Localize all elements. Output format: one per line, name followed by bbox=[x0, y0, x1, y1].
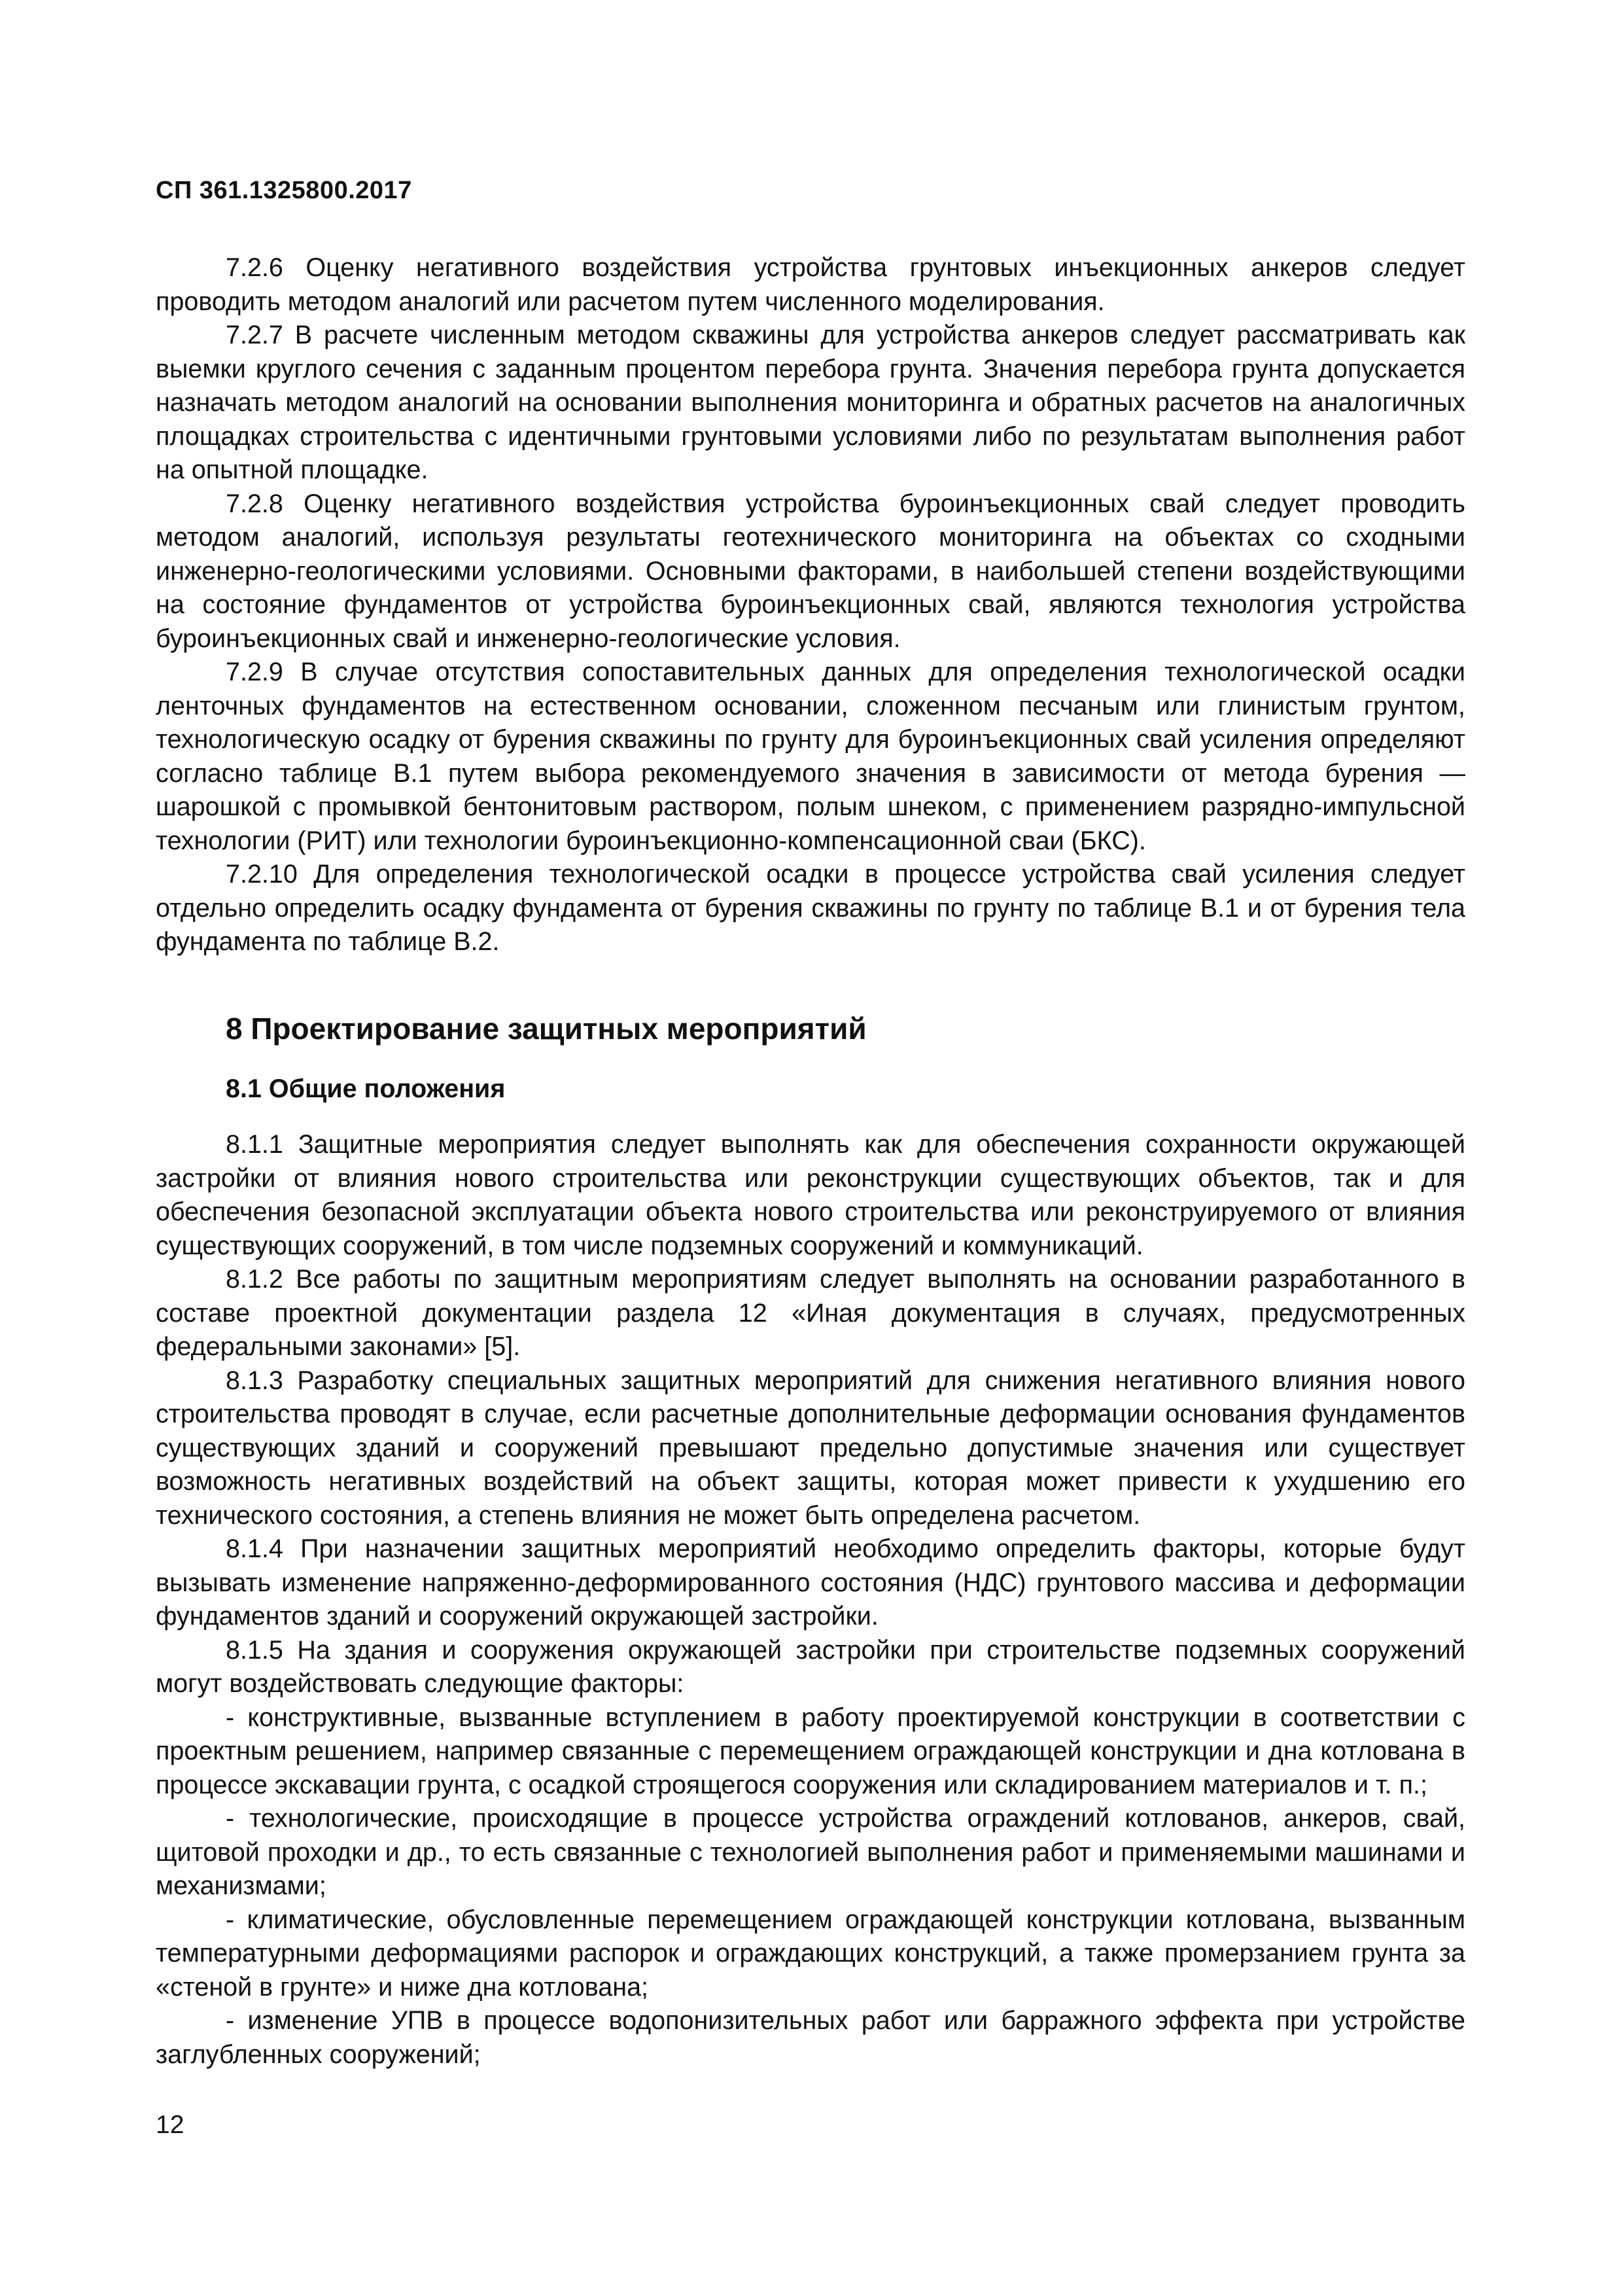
page-number: 12 bbox=[156, 2111, 184, 2139]
paragraph-7-2-8: 7.2.8 Оценку негативного воздействия устройства буроинъекционных свай следует проводить методом аналогий, используя результаты геотехнического мониторинга на объектах со сходными инженерно-геологическими условиями. Основными факторами, в наибольшей степени воздействующими на состояние фундаментов от устройства буроинъекционных свай, являются технология устройства буроинъекционных свай и инженерно-геологические условия. bbox=[156, 489, 1465, 653]
section-heading: 8 Проектирование защитных мероприятий bbox=[226, 1012, 867, 1046]
paragraph-7-2-9: 7.2.9 В случае отсутствия сопоставительных данных для определения технологической осадки ленточных фундаментов на естественном основании, сложенном песчаным или глинистым грунтом, технологическую осадку от бурения скважины по грунту для буроинъекционных свай усиления определяют согласно таблице В.1 путем выбора рекомендуемого значения в зависимости от метода бурения — шарошкой с промывкой бентонитовым раствором, полым шнеком, с применением разрядно-импульсной технологии (РИТ) или технологии буроинъекционно-компенсационной сваи (БКС). bbox=[156, 658, 1465, 855]
list-item-climatic: - климатические, обусловленные перемещением ограждающей конструкции котлована, вызванным температурными деформациями распорок и ограждающих конструкций, а также промерзанием грунта за «стеной в грунте» и ниже дна котлована; bbox=[156, 1905, 1465, 2002]
paragraph-8-1-5: 8.1.5 На здания и сооружения окружающей застройки при строительстве подземных сооружений могут воздействовать следующие факторы: bbox=[156, 1635, 1465, 1698]
list-item-constructive: - конструктивные, вызванные вступлением в работу проектируемой конструкции в соответствии с проектным решением, например связанные с перемещением ограждающей конструкции и дна котлована в процессе экскавации грунта, с осадкой строящегося сооружения или складированием материалов и т. п.; bbox=[156, 1703, 1465, 1799]
paragraph-8-1-3: 8.1.3 Разработку специальных защитных мероприятий для снижения негативного влияния нового строительства проводят в случае, если расчетные дополнительные деформации основания фундаментов существующих зданий и сооружений превышают предельно допустимые значения или существует возможность негативных воздействий на объект защиты, которая может привести к ухудшению его технического состояния, а степень влияния не может быть определена расчетом. bbox=[156, 1366, 1465, 1530]
subsection-heading: 8.1 Общие положения bbox=[226, 1074, 506, 1103]
section-8-1-paragraphs bbox=[156, 1128, 1465, 2072]
document-code: СП 361.1325800.2017 bbox=[156, 177, 412, 204]
section-7-2-paragraphs bbox=[156, 251, 1465, 959]
list-item-groundwater: - изменение УПВ в процессе водопонизительных работ или барражного эффекта при устройстве заглубленных сооружений; bbox=[156, 2006, 1465, 2069]
paragraph-7-2-7: 7.2.7 В расчете численным методом скважины для устройства анкеров следует рассматривать как выемки круглого сечения с заданным процентом перебора грунта. Значения перебора грунта допускается назначать методом аналогий на основании выполнения мониторинга и обратных расчетов на аналогичных площадках строительства с идентичными грунтовыми условиями либо по результатам выполнения работ на опытной площадке. bbox=[156, 321, 1465, 484]
paragraph-7-2-6: 7.2.6 Оценку негативного воздействия устройства грунтовых инъекционных анкеров следует проводить методом аналогий или расчетом путем численного моделирования. bbox=[156, 253, 1465, 316]
paragraph-7-2-10: 7.2.10 Для определения технологической осадки в процессе устройства свай усиления следует отдельно определить осадку фундамента от бурения скважины по грунту по таблице В.1 и от бурения тела фундамента по таблице В.2. bbox=[156, 860, 1465, 956]
paragraph-8-1-1: 8.1.1 Защитные мероприятия следует выполнять как для обеспечения сохранности окружающей застройки от влияния нового строительства или реконструкции существующих объектов, так и для обеспечения безопасной эксплуатации объекта нового строительства или реконструируемого от влияния существующих сооружений, в том числе подземных сооружений и коммуникаций. bbox=[156, 1130, 1465, 1260]
paragraph-8-1-2: 8.1.2 Все работы по защитным мероприятиям следует выполнять на основании разработанного в составе проектной документации раздела 12 «Иная документация в случаях, предусмотренных федеральными законами» [5]. bbox=[156, 1265, 1465, 1361]
paragraph-8-1-4: 8.1.4 При назначении защитных мероприятий необходимо определить факторы, которые будут вызывать изменение напряженно-деформированного состояния (НДС) грунтового массива и деформации фундаментов зданий и сооружений окружающей застройки. bbox=[156, 1534, 1465, 1631]
list-item-technological: - технологические, происходящие в процессе устройства ограждений котлованов, анкеров, свай, щитовой проходки и др., то есть связанные с технологией выполнения работ и применяемыми машинами и механизмами; bbox=[156, 1804, 1465, 1900]
